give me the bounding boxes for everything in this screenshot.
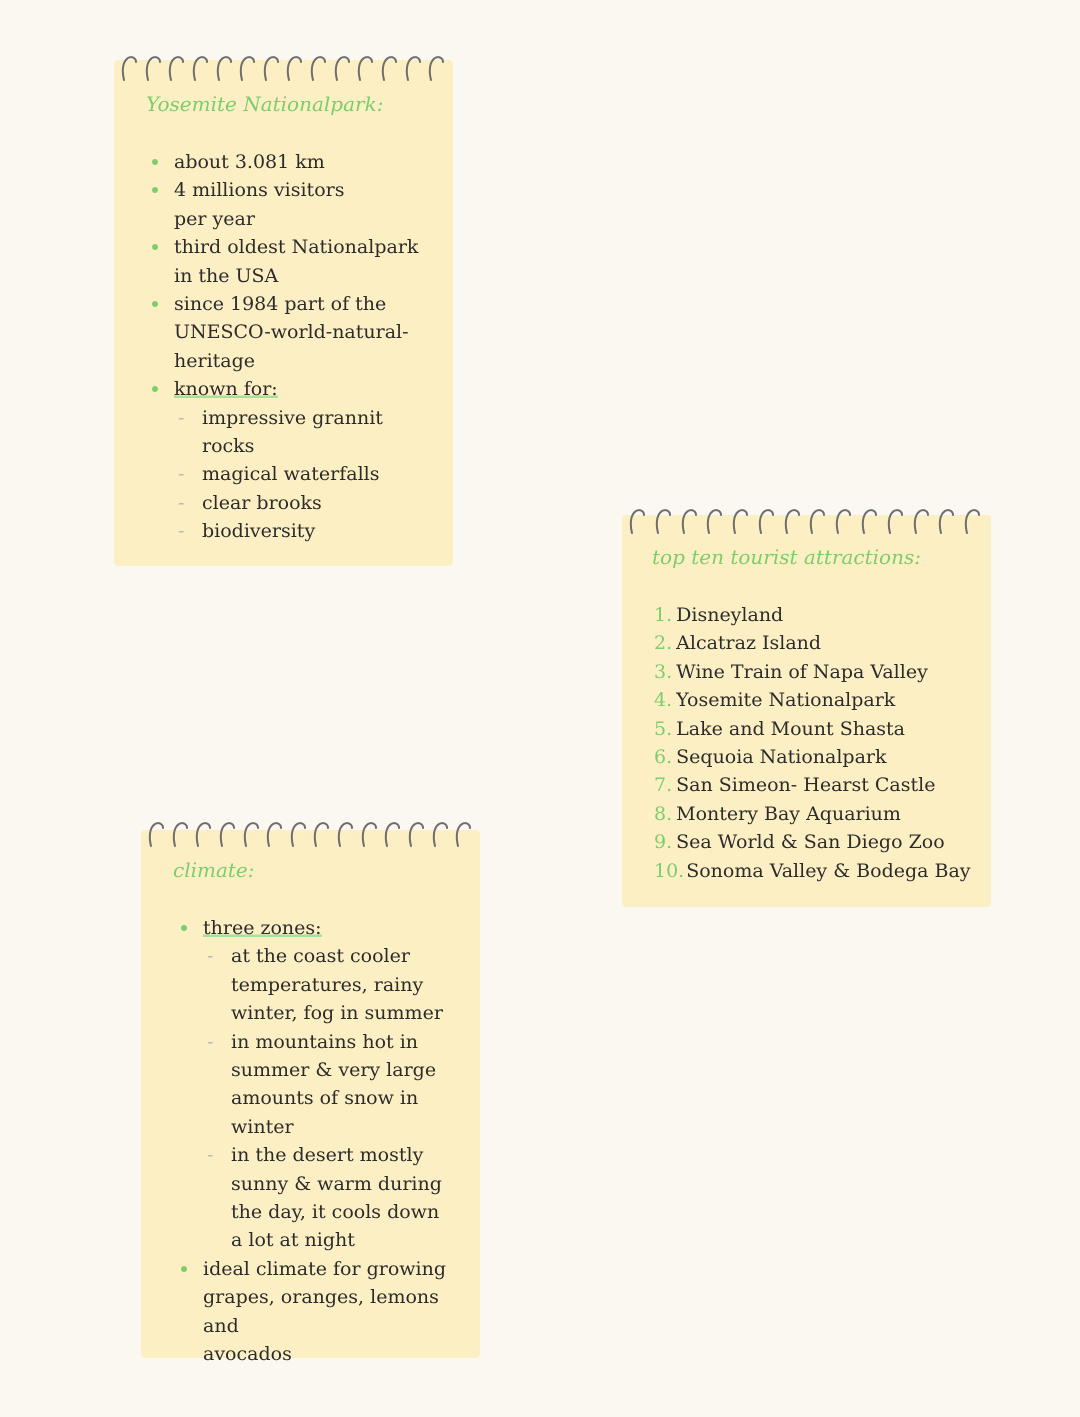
ring-icon <box>402 50 426 84</box>
list-item: - in the desert mostly sunny & warm during the day, it cools down a lot at night <box>231 1141 473 1255</box>
climate-list <box>203 914 473 1369</box>
list-item: ideal climate for growing grapes, oranges, lemons and avocados <box>203 1255 473 1369</box>
list-item: 4. Yosemite Nationalpark <box>654 689 896 712</box>
ring-icon <box>626 503 652 537</box>
list-item: 10. Sonoma Valley & Bodega Bay <box>654 859 971 882</box>
ring-icon <box>703 503 729 537</box>
bullet-icon <box>152 244 158 250</box>
ring-icon <box>378 50 402 84</box>
list-item: 1. Disneyland <box>654 604 784 626</box>
dash-icon: - <box>178 520 185 543</box>
bullet-icon <box>152 386 158 392</box>
dash-icon: - <box>178 491 185 514</box>
bullet-icon <box>181 1266 187 1272</box>
ring-icon <box>452 816 476 850</box>
ring-icon <box>165 50 189 84</box>
list-item: 2. Alcatraz Island <box>654 632 822 655</box>
list-item: 7. San Simeon- Hearst Castle <box>654 774 936 797</box>
ring-icon <box>832 503 858 537</box>
list-item <box>203 914 473 1255</box>
spiral-binding <box>145 816 480 850</box>
list-item <box>174 375 444 545</box>
attractions-list <box>654 601 971 885</box>
list-item: - clear brooks <box>202 489 444 517</box>
list-item: 6. Sequoia Nationalpark <box>654 746 887 769</box>
dash-icon: - <box>207 945 214 968</box>
ring-icon <box>142 50 166 84</box>
ring-icon <box>729 503 755 537</box>
note-title: top ten tourist attractions: <box>652 545 921 569</box>
list-item: about 3.081 km <box>174 148 444 176</box>
note-title: climate: <box>173 858 255 882</box>
list-item: - impressive grannit rocks <box>202 404 444 461</box>
three-zones-label: three zones: <box>203 917 322 939</box>
note-title: Yosemite Nationalpark: <box>146 92 384 116</box>
zones-list <box>203 942 473 1254</box>
ring-icon <box>358 816 382 850</box>
bullet-icon <box>181 925 187 931</box>
list-item: - at the coast cooler temperatures, rainy winter, fog in summer <box>231 942 473 1027</box>
ring-icon <box>192 816 216 850</box>
ring-icon <box>283 50 307 84</box>
ring-icon <box>310 816 334 850</box>
ring-icon <box>287 816 311 850</box>
known-for-list <box>174 404 444 546</box>
ring-icon <box>961 503 987 537</box>
spiral-binding <box>626 503 991 537</box>
list-item: - in mountains hot in summer & very large amounts of snow in winter <box>231 1028 473 1142</box>
ring-icon <box>381 816 405 850</box>
ring-icon <box>884 503 910 537</box>
list-item: 8. Montery Bay Aquarium <box>654 802 901 825</box>
bullet-icon <box>152 159 158 165</box>
ring-icon <box>145 816 169 850</box>
ring-icon <box>236 50 260 84</box>
ring-icon <box>678 503 704 537</box>
list-item: 4 millions visitors per year <box>174 176 444 233</box>
list-item: - magical waterfalls <box>202 460 444 488</box>
note-climate <box>141 830 480 1366</box>
list-item: 3. Wine Train of Napa Valley <box>654 660 928 683</box>
list-item: 5. Lake and Mount Shasta <box>654 717 905 740</box>
dash-icon: - <box>178 406 185 429</box>
ring-icon <box>354 50 378 84</box>
ring-icon <box>240 816 264 850</box>
list-item: third oldest Nationalpark in the USA <box>174 233 444 290</box>
ring-icon <box>189 50 213 84</box>
dash-icon: - <box>178 463 185 486</box>
ring-icon <box>169 816 193 850</box>
ring-icon <box>118 50 142 84</box>
ring-icon <box>425 50 449 84</box>
ring-icon <box>781 503 807 537</box>
ring-icon <box>858 503 884 537</box>
ring-icon <box>405 816 429 850</box>
yosemite-facts <box>174 148 444 546</box>
known-for-label: known for: <box>174 378 278 401</box>
ring-icon <box>429 816 453 850</box>
ring-icon <box>652 503 678 537</box>
bullet-icon <box>152 187 158 193</box>
ring-icon <box>213 50 237 84</box>
list-item: since 1984 part of the UNESCO-world-natural- heritage <box>174 290 444 375</box>
ring-icon <box>910 503 936 537</box>
ring-icon <box>216 816 240 850</box>
dash-icon: - <box>207 1030 214 1053</box>
bullet-icon <box>152 301 158 307</box>
ring-icon <box>260 50 284 84</box>
note-attractions <box>622 515 991 907</box>
ring-icon <box>755 503 781 537</box>
dash-icon: - <box>207 1144 214 1167</box>
ring-icon <box>806 503 832 537</box>
list-item: - biodiversity <box>202 517 444 545</box>
list-item: 9. Sea World & San Diego Zoo <box>654 831 945 854</box>
note-yosemite <box>114 60 453 566</box>
ring-icon <box>263 816 287 850</box>
spiral-binding <box>118 50 453 84</box>
ring-icon <box>307 50 331 84</box>
ring-icon <box>935 503 961 537</box>
ring-icon <box>331 50 355 84</box>
ring-icon <box>334 816 358 850</box>
